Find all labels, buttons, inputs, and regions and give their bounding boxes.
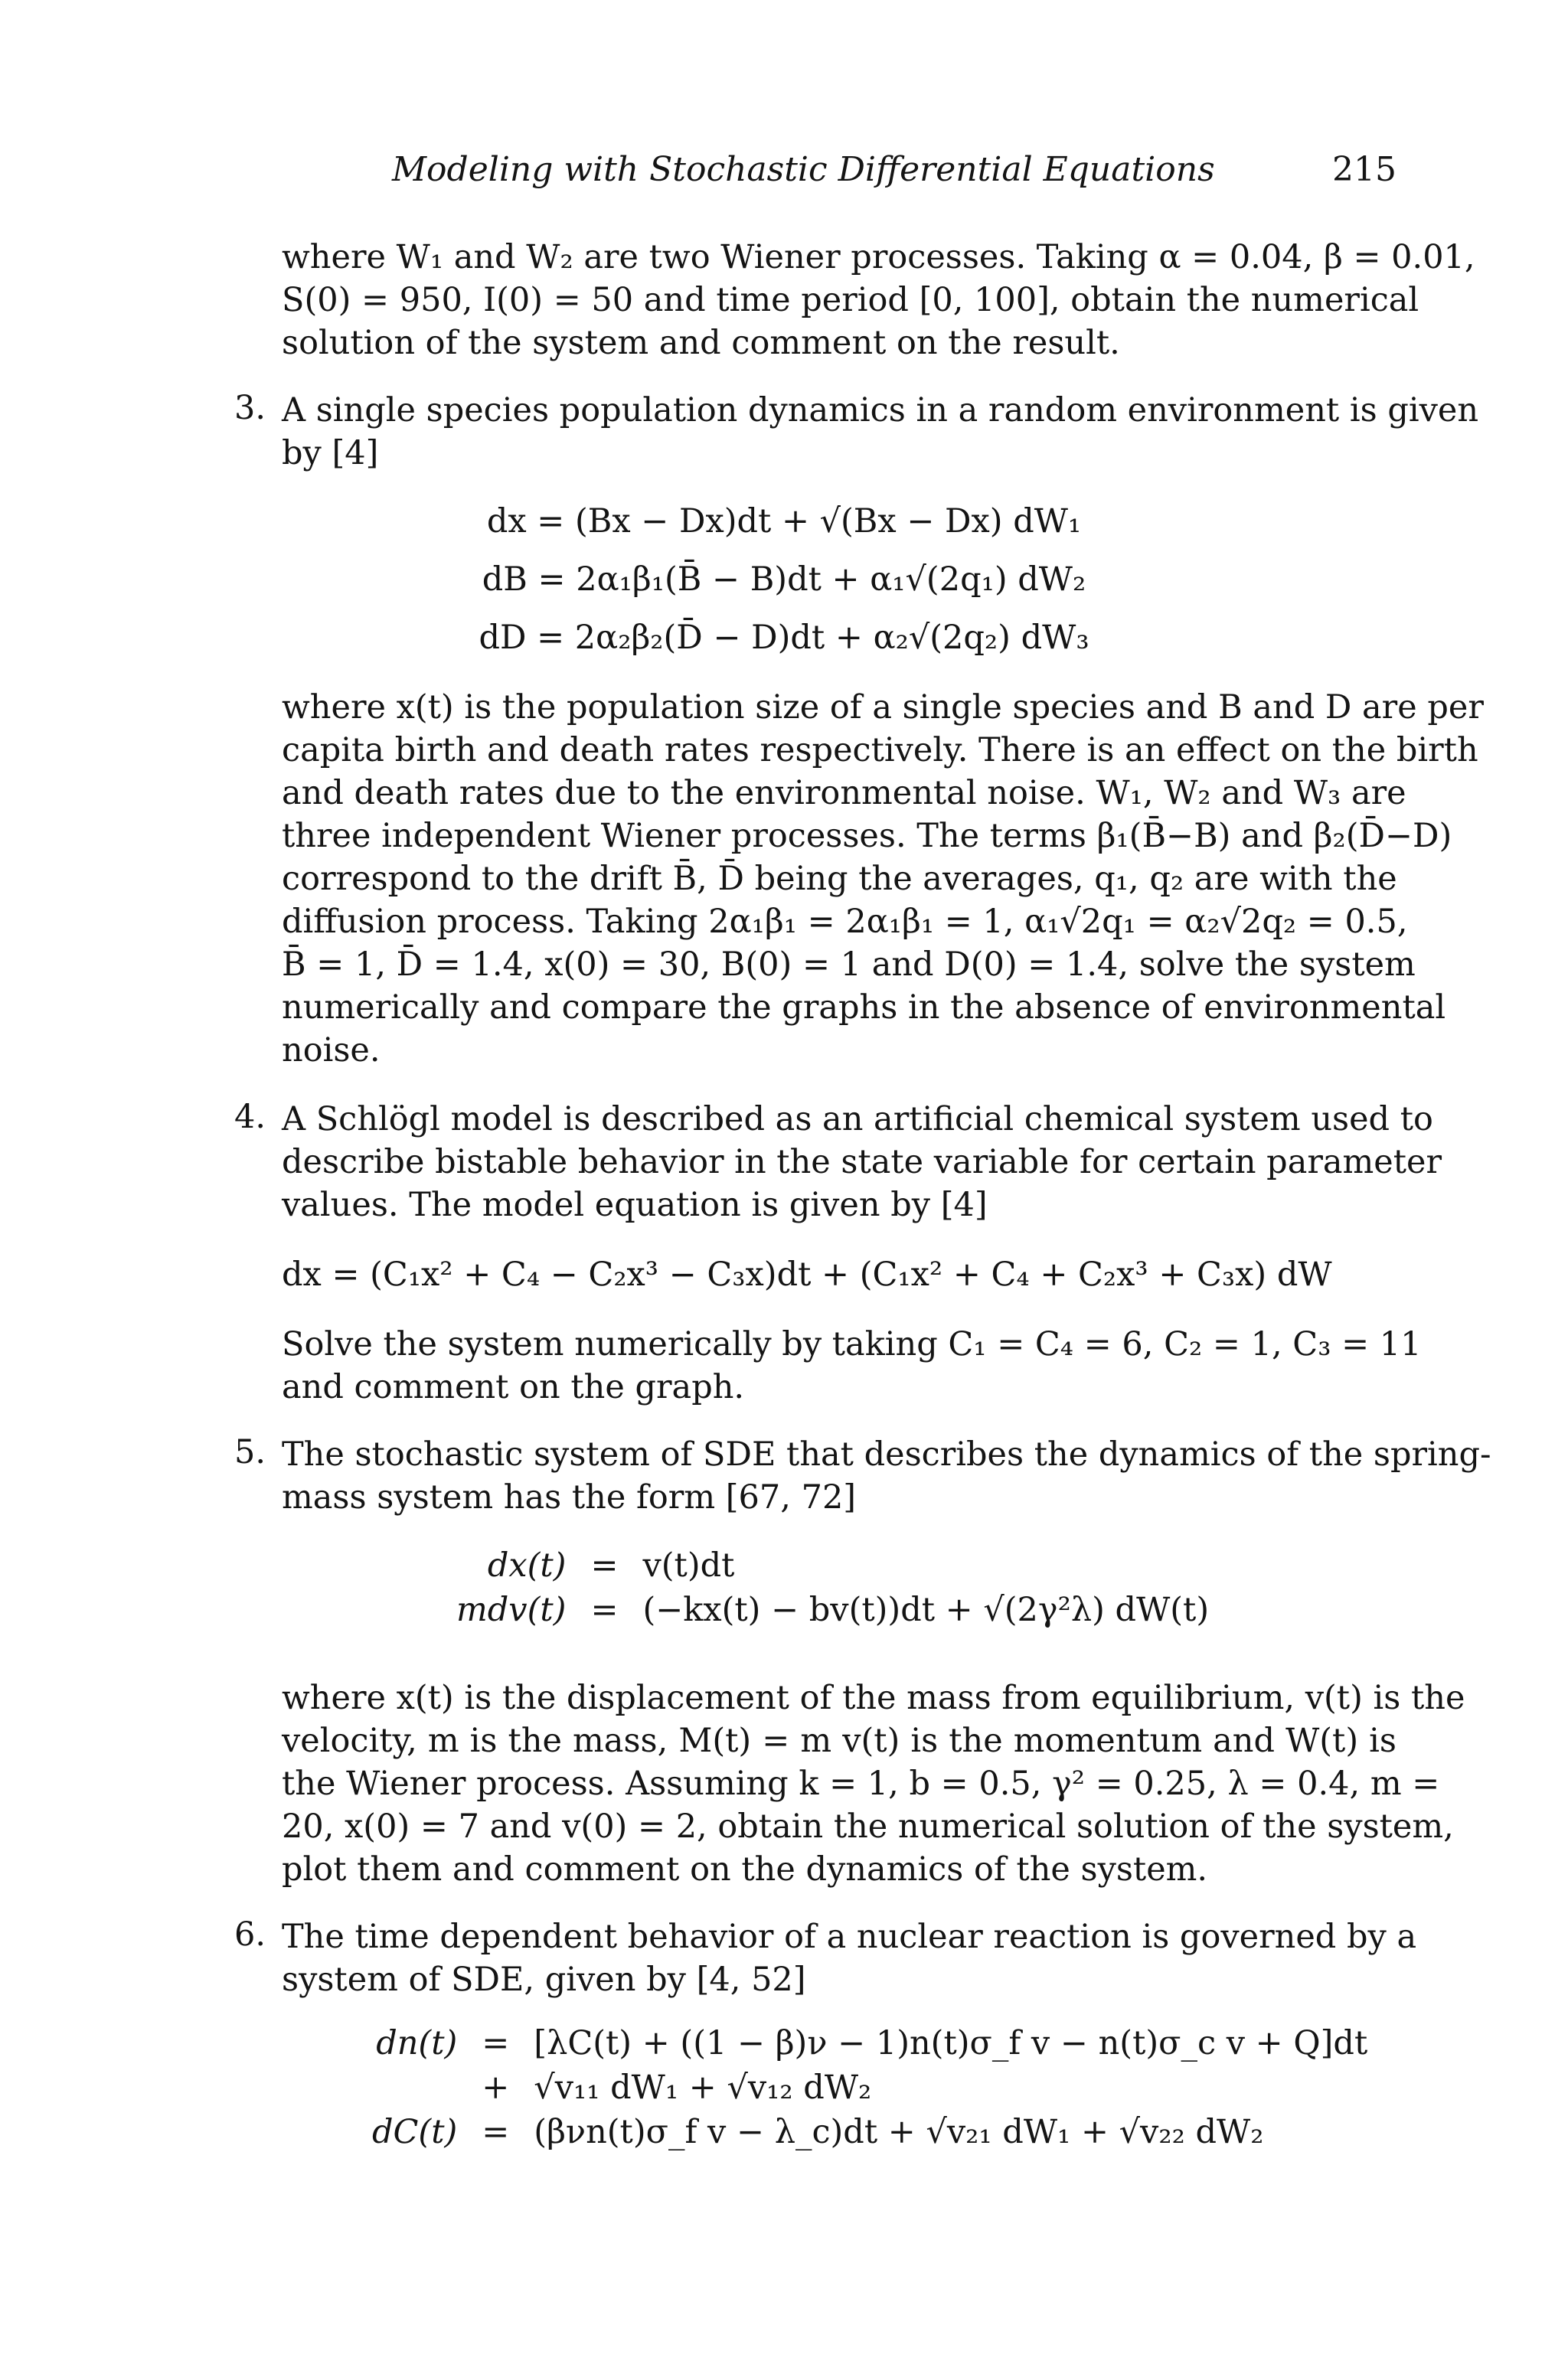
equation-dB: dB = 2α₁β₁(B̄ − B)dt + α₁√(2q₁) dW₂ [482,560,1086,599]
text-line: by [4] [282,434,379,472]
item4-after [282,1323,1422,1409]
equation-lhs: mdv(t) [456,1591,567,1629]
item5-body [282,1433,1491,1519]
text-line: S(0) = 950, I(0) = 50 and time period [0, 100], obtain the numerical [282,281,1419,319]
equation-rhs: (−kx(t) − bv(t))dt + √(2γ²λ) dW(t) [642,1591,1210,1629]
item-number: 5. [234,1433,266,1471]
spring-mass-equations [444,1543,1221,1632]
text-line: system of SDE, given by [4, 52] [282,1961,806,1999]
item6-body [282,1915,1417,2001]
equation-dx: dx = (Bx − Dx)dt + √(Bx − Dx) dW₁ [486,502,1082,540]
equals-sign: = [590,1546,619,1585]
text-line: and death rates due to the environmental noise. W₁, W₂ and W₃ are [282,774,1406,812]
page-number: 215 [1332,150,1396,189]
equals-sign: = [482,2113,510,2151]
text-line: numerically and compare the graphs in the absence of environmental [282,988,1446,1027]
equals-sign: = [590,1591,619,1629]
text-line: solution of the system and comment on the result. [282,324,1120,362]
item-number: 3. [234,389,266,427]
text-line: A single species population dynamics in a random environment is given [282,391,1479,429]
text-line: velocity, m is the mass, M(t) = m v(t) is the momentum and W(t) is [282,1722,1396,1760]
text-line: where x(t) is the population size of a single species and B and D are per [282,688,1484,727]
text-line: and comment on the graph. [282,1368,745,1406]
text-line: The time dependent behavior of a nuclear reaction is governed by a [282,1918,1417,1956]
equation-rhs: (βνn(t)σ_f v − λ_c)dt + √v₂₁ dW₁ + √v₂₂ dW₂ [534,2113,1264,2151]
intro-paragraph [282,236,1475,364]
equation-lhs: dx(t) [487,1546,567,1585]
equation-rhs: √v₁₁ dW₁ + √v₁₂ dW₂ [534,2069,872,2107]
text-line: values. The model equation is given by [4] [282,1186,988,1224]
text-line: three independent Wiener processes. The terms β₁(B̄−B) and β₂(D̄−D) [282,817,1452,855]
running-header-title: Modeling with Stochastic Differential Equations [392,150,1215,189]
text-line: correspond to the drift B̄, D̄ being the averages, q₁, q₂ are with the [282,860,1397,898]
item3-body [282,686,1484,1072]
equation-lhs: dn(t) [376,2024,458,2062]
item-number: 4. [234,1098,266,1136]
text-line: the Wiener process. Assuming k = 1, b = 0.5, γ² = 0.25, λ = 0.4, m = [282,1765,1440,1803]
item-number: 6. [234,1915,266,1954]
item5-after [282,1677,1465,1891]
text-line: where x(t) is the displacement of the mass from equilibrium, v(t) is the [282,1679,1465,1717]
text-line: where W₁ and W₂ are two Wiener processes. Taking α = 0.04, β = 0.01, [282,238,1475,276]
equation-rhs: v(t)dt [642,1546,735,1585]
text-line: A Schlögl model is described as an artificial chemical system used to [282,1100,1433,1138]
text-line: plot them and comment on the dynamics of the system. [282,1850,1208,1889]
text-line: capita birth and death rates respectively. There is an effect on the birth [282,731,1478,769]
equation-lhs: dC(t) [372,2113,458,2151]
nuclear-reaction-equations [360,2021,1380,2154]
text-line: describe bistable behavior in the state variable for certain parameter [282,1143,1442,1181]
plus-sign: + [482,2069,510,2107]
equation-dD: dD = 2α₂β₂(D̄ − D)dt + α₂√(2q₂) dW₃ [479,619,1089,657]
text-line: diffusion process. Taking 2α₁β₁ = 2α₁β₁ = 1, α₁√2q₁ = α₂√2q₂ = 0.5, [282,903,1408,941]
text-line: mass system has the form [67, 72] [282,1478,857,1517]
text-line: 20, x(0) = 7 and v(0) = 2, obtain the numerical solution of the system, [282,1807,1454,1846]
text-line: Solve the system numerically by taking C₁ = C₄ = 6, C₂ = 1, C₃ = 11 [282,1325,1422,1363]
text-line: noise. [282,1031,381,1069]
equation-schlogl: dx = (C₁x² + C₄ − C₂x³ − C₃x)dt + (C₁x² + C₄ + C₂x³ + C₃x) dW [282,1256,1332,1294]
item3-intro [282,389,1479,475]
item4-body [282,1098,1442,1226]
equals-sign: = [482,2024,510,2062]
text-line: B̄ = 1, D̄ = 1.4, x(0) = 30, B(0) = 1 and D(0) = 1.4, solve the system [282,945,1416,984]
text-line: The stochastic system of SDE that describes the dynamics of the spring- [282,1435,1491,1474]
equation-rhs: [λC(t) + ((1 − β)ν − 1)n(t)σ_f v − n(t)σ_c v + Q]dt [534,2024,1368,2062]
equation-lhs [360,2065,469,2110]
